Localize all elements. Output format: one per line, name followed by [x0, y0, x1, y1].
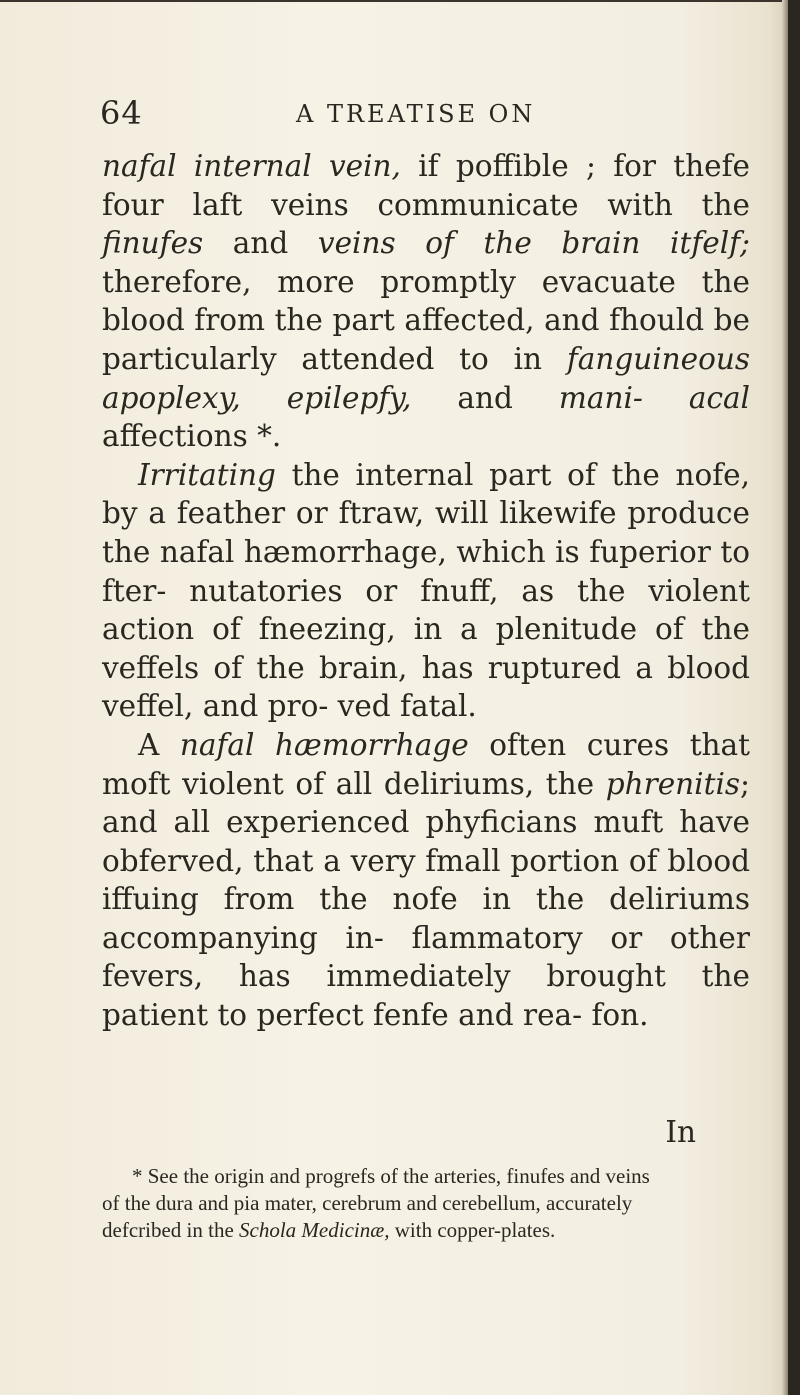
catchword: In: [665, 1115, 696, 1149]
footnote-line: of the dura and pia mater, cerebrum and cerebellum, accurately: [102, 1191, 633, 1215]
italic-phrase: nafal internal vein,: [102, 149, 401, 183]
text-run: the internal part of the nofe, by a feather or ftraw, will likewife produce the nafal hæmorrhage, which is fuperior to fter- nutatories or fnuff, as the violent action of fneezing, in a plenitude of the veffels of the brain, has ruptured a blood veffel, and pro- ved fatal.: [102, 457, 750, 724]
italic-phrase: finufes: [102, 226, 204, 261]
italic-phrase: Schola Medicinæ,: [239, 1218, 390, 1242]
footnote: [102, 1163, 754, 1244]
text-run: defcribed in the: [102, 1218, 240, 1242]
footnote-line: [102, 1217, 754, 1244]
page-number: 64: [100, 94, 143, 132]
text-run: A: [138, 727, 180, 762]
paragraph-2: [102, 456, 750, 726]
italic-phrase: veins of the brain itfelf;: [317, 226, 750, 261]
italic-phrase: phrenitis: [605, 766, 741, 801]
italic-phrase: Irritating: [138, 457, 276, 492]
italic-phrase: fanguineous apoplexy, epilepfy,: [102, 341, 750, 415]
text-run: therefore, more promptly evacuate the blood from the part affected, and fhould be particularly attended to in: [102, 264, 750, 376]
italic-phrase: mani- acal: [558, 380, 750, 415]
text-run: ; and all experienced phyficians muft have obferved, that a very fmall portion of blood iffuing from the nofe in the deliriums accompanying in- flammatory or other fevers, has immediately brought the patient to perfect fenfe and rea- fon.: [102, 766, 750, 1033]
body-text: [102, 147, 750, 1035]
paragraph-1: [102, 147, 750, 456]
text-run: if poffible ; for thefe four laft veins communicate with the: [102, 149, 750, 222]
text-run: affections *.: [102, 419, 282, 454]
top-rule: [0, 0, 790, 18]
page-header: [100, 94, 760, 134]
footnote-line: * See the origin and progrefs of the arteries, finufes and veins: [132, 1164, 650, 1188]
text-run: and: [411, 380, 559, 415]
italic-phrase: nafal hæmorrhage: [179, 727, 469, 762]
book-edge: [788, 0, 800, 1395]
paragraph-3: [102, 726, 750, 1035]
text-run: often cures that moft violent of all deliriums, the: [102, 727, 750, 801]
text-run: with copper-plates.: [389, 1218, 556, 1242]
text-run: and: [203, 226, 318, 261]
running-head: A TREATISE ON: [296, 100, 536, 128]
